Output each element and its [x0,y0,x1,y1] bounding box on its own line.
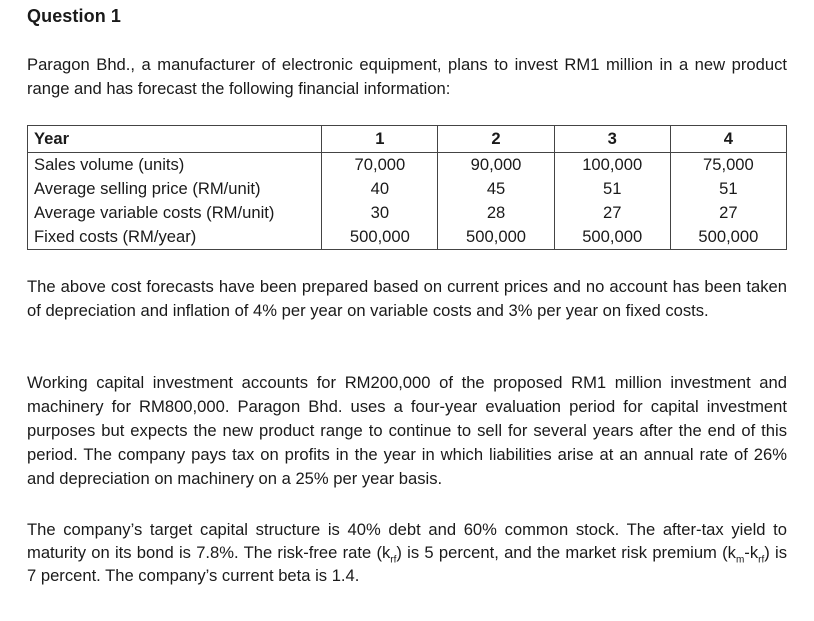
cost-forecast-paragraph: The above cost forecasts have been prepared based on current prices and no account has been taken of depreciation and inflation of 4% per year on variable costs and 3% per year on fixed costs. [27,277,787,320]
row-label: Average variable costs (RM/unit) [28,201,322,225]
capital-structure-paragraph [27,518,787,587]
subscript-rf: rf [758,554,765,566]
table-cell: 51 [670,177,786,201]
table-cell: 100,000 [554,153,670,178]
table-cell: 28 [438,201,554,225]
table-cell: 500,000 [438,225,554,250]
text-segment: ) is 5 percent, and the market risk premium (k [396,543,736,562]
table-cell: 90,000 [438,153,554,178]
row-label: Sales volume (units) [28,153,322,178]
table-cell: 51 [554,177,670,201]
table-row-fixed-costs [28,225,787,250]
working-capital-paragraph: Working capital investment accounts for RM200,000 of the proposed RM1 million investment and machinery for RM800,000. Paragon Bhd. uses a four-year evaluation period for capital investment purposes but expects the new product range to continue to sell for several years after the end of this period. The company pays tax on profits in the year in which liabilities arise at an annual rate of 26% and depreciation on machinery on a 25% per year basis. [27,373,787,488]
text-segment: The company’s target capital structure is 40% debt and 60% common stock. The after-tax yield to maturity on its bond is 7.8%. The risk-free rate (k [27,520,787,562]
year-header: Year [28,126,322,153]
table-cell: 75,000 [670,153,786,178]
table-row-sales-volume [28,153,787,178]
row-label: Fixed costs (RM/year) [28,225,322,250]
table-cell: 500,000 [554,225,670,250]
subscript-m: m [735,554,745,566]
text-segment: ) is 7 percent. The company’s current beta is 1.4. [27,543,787,585]
table-cell: 45 [438,177,554,201]
year-3-header: 3 [554,126,670,153]
table-row-variable-costs [28,201,787,225]
table-cell: 70,000 [322,153,438,178]
subscript-rf: rf [390,554,397,566]
year-4-header: 4 [670,126,786,153]
year-2-header: 2 [438,126,554,153]
table-cell: 27 [670,201,786,225]
text-segment: -k [744,543,759,562]
question-title: Question 1 [27,6,122,26]
row-label: Average selling price (RM/unit) [28,177,322,201]
table-cell: 27 [554,201,670,225]
intro-paragraph: Paragon Bhd., a manufacturer of electronic equipment, plans to invest RM1 million in a new product range and has forecast the following financial information: [27,55,787,98]
year-1-header: 1 [322,126,438,153]
table-cell: 30 [322,201,438,225]
table-cell: 500,000 [322,225,438,250]
table-cell: 500,000 [670,225,786,250]
table-header-row [28,126,787,153]
table-cell: 40 [322,177,438,201]
financial-forecast-table [27,125,787,250]
table-row-selling-price [28,177,787,201]
